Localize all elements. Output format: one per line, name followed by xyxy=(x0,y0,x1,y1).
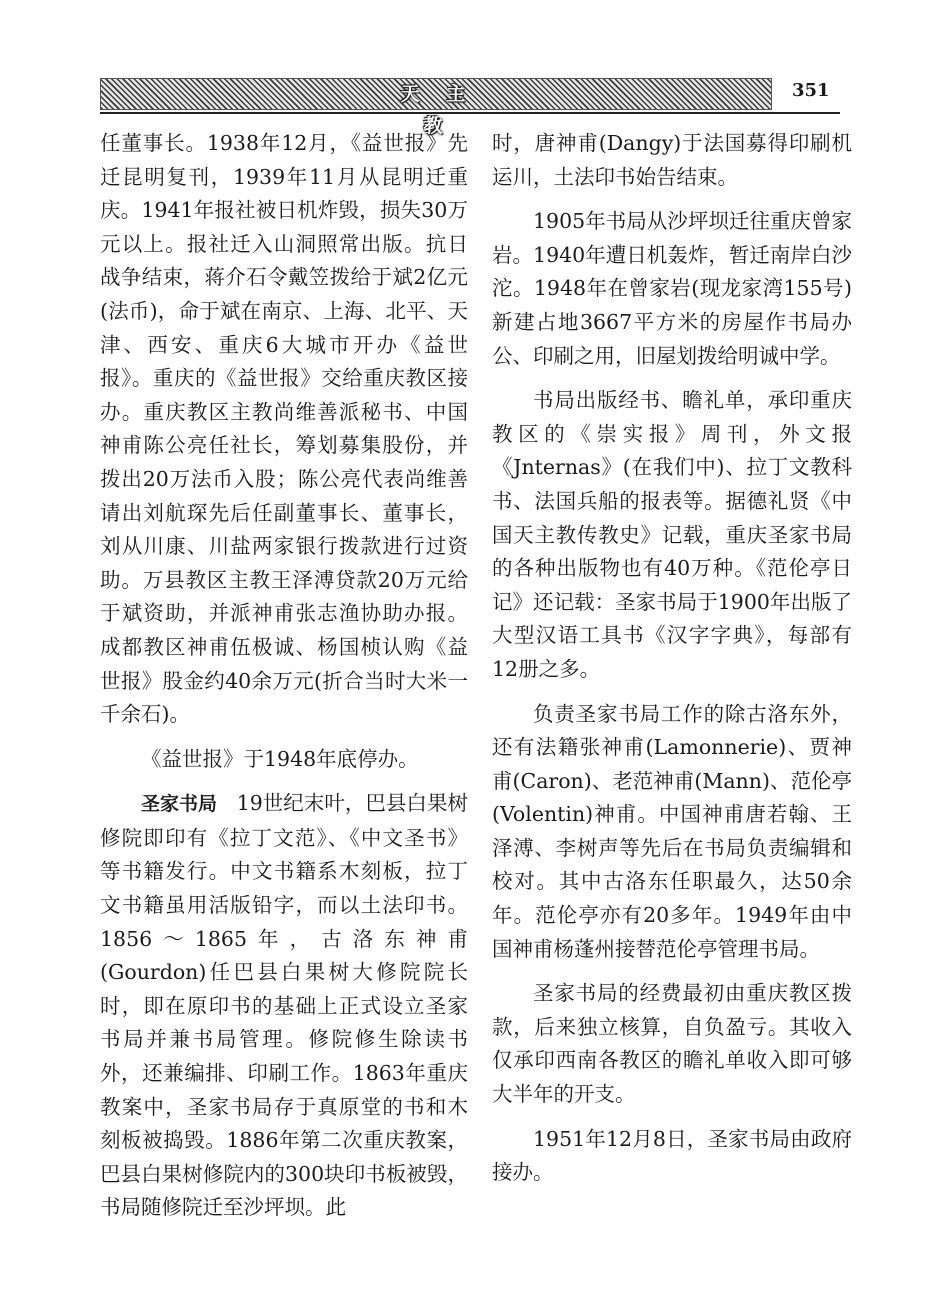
header-rule xyxy=(100,112,840,114)
paragraph-section xyxy=(100,787,468,1225)
paragraph: 1951年12月8日，圣家书局由政府接办。 xyxy=(492,1126,852,1185)
left-column xyxy=(100,127,468,1225)
right-column xyxy=(492,127,852,1190)
paragraph: 《益世报》于1948年底停办。 xyxy=(141,746,419,771)
paragraph: 书局出版经书、瞻礼单，承印重庆教区的《崇实报》周刊，外文报《Jnternas》(在我们中)、拉丁文教科书、法国兵船的报表等。据德礼贤《中国天主教传教史》记载，重庆圣家书局的各种出版物也有40万种。《范伦亭日记》还记载：圣家书局于1900年出版了大型汉语工具书《汉字字典》，每部有12册之多。 xyxy=(492,388,852,681)
paragraph: 圣家书局的经费最初由重庆教区拨款，后来独立核算，自负盈亏。其收入仅承印西南各教区的瞻礼单收入即可够大半年的开支。 xyxy=(492,981,852,1107)
paragraph-continued: 任董事长。1938年12月，《益世报》先迁昆明复刊，1939年11月从昆明迁重庆。1941年报社被日机炸毁，损失30万元以上。报社迁入山洞照常出版。抗日战争结束，蒋介石令戴笠拨给于斌2亿元(法币)，命于斌在南京、上海、北平、天津、西安、重庆6大城市开办《益世报》。重庆的《益世报》交给重庆教区接办。重庆教区主教尚维善派秘书、中国神甫陈公亮任社长，筹划募集股份，并拨出20万法币入股；陈公亮代表尚维善请出刘航琛先后任副董事长、董事长，刘从川康、川盐两家银行拨款进行过资助。万县教区主教王泽溥贷款20万元给于斌资助，并派神甫张志渔协助办报。成都教区神甫伍极诚、杨国桢认购《益世报》股金约40余万元(折合当时大米一千余石)。 xyxy=(100,131,468,727)
section-body: 19世纪末叶，巴县白果树修院即印有《拉丁文范》、《中文圣书》等书籍发行。中文书籍系木刻板，拉丁文书籍虽用活版铅字，而以土法印书。1856～1865年，古洛东神甫(Gourdon)任巴县白果树大修院院长时，即在原印书的基础上正式设立圣家书局并兼书局管理。修院修生除读书外，还兼编排、印刷工作。1863年重庆教案中，圣家书局存于真原堂的书和木刻板被捣毁。1886年第二次重庆教案，巴县白果树修院内的300块印书板被毁，书局随修院迁至沙坪坝。此 xyxy=(100,791,468,1220)
paragraph: 负责圣家书局工作的除古洛东外，还有法籍张神甫(Lamonnerie)、贾神甫(Caron)、老范神甫(Mann)、范伦亭(Volentin)神甫。中国神甫唐若翰、王泽溥、李树声等先后在书局负责编辑和校对。其中古洛东任职最久，达50余年。范伦亭亦有20多年。1949年由中国神甫杨蓬州接替范伦亭管理书局。 xyxy=(492,701,852,961)
running-header-title: 天 主 教 xyxy=(400,83,476,137)
page-number: 351 xyxy=(792,80,830,101)
paragraph: 1905年书局从沙坪坝迁往重庆曾家岩。1940年遭日机轰炸，暂迁南岸白沙沱。1948年在曾家岩(现龙家湾155号)新建占地3667平方米的房屋作书局办公、印刷之用，旧屋划拨给明诚中学。 xyxy=(492,209,852,368)
paragraph-continued: 时，唐神甫(Dangy)于法国募得印刷机运川，土法印书始告结束。 xyxy=(492,131,852,189)
section-heading: 圣家书局 xyxy=(141,793,218,816)
